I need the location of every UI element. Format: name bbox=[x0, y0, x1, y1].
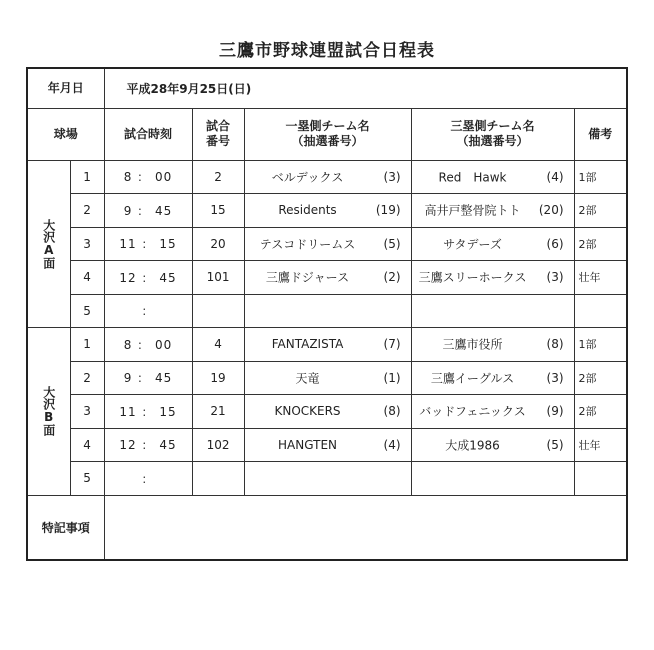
third-base-team-name: 大成1986 bbox=[445, 438, 500, 453]
third-base-header bbox=[411, 108, 574, 160]
schedule-row bbox=[27, 395, 627, 429]
match-time: 12 ： 45 bbox=[104, 261, 192, 295]
remark: 2部 bbox=[574, 395, 627, 429]
match-number: 21 bbox=[192, 395, 244, 429]
remark: 1部 bbox=[574, 328, 627, 362]
court-name-cell bbox=[27, 160, 70, 328]
match-number: 102 bbox=[192, 428, 244, 462]
special-notes-value bbox=[104, 495, 627, 560]
match-number: 101 bbox=[192, 261, 244, 295]
first-base-team-name: ベルデックス bbox=[271, 170, 344, 185]
third-base-team-draw-number: (6) bbox=[546, 236, 564, 251]
third-base-header-line1: 三塁側チーム名 bbox=[450, 119, 535, 133]
court-name: 大沢B面 bbox=[41, 386, 56, 437]
slot-number: 1 bbox=[70, 328, 104, 362]
remark: 2部 bbox=[574, 361, 627, 395]
match-no-header-line2: 番号 bbox=[206, 134, 231, 148]
slot-number: 5 bbox=[70, 294, 104, 328]
third-base-team bbox=[411, 261, 574, 295]
first-base-team-draw-number: (8) bbox=[383, 404, 401, 419]
first-base-team bbox=[244, 294, 411, 328]
remark: 壮年 bbox=[574, 428, 627, 462]
match-number: 19 bbox=[192, 361, 244, 395]
first-base-team-draw-number: (3) bbox=[383, 169, 401, 184]
match-number: 4 bbox=[192, 328, 244, 362]
field-header: 球場 bbox=[27, 108, 104, 160]
first-base-team-draw-number: (5) bbox=[383, 236, 401, 251]
remarks-header: 備考 bbox=[574, 108, 627, 160]
third-base-header-line2: （抽選番号） bbox=[456, 134, 529, 148]
first-base-header bbox=[244, 108, 411, 160]
first-base-team-name: FANTAZISTA bbox=[271, 337, 344, 352]
slot-number: 1 bbox=[70, 160, 104, 194]
third-base-team bbox=[411, 462, 574, 496]
match-time: 11 ： 15 bbox=[104, 227, 192, 261]
match-no-header bbox=[192, 108, 244, 160]
third-base-team bbox=[411, 428, 574, 462]
schedule-table bbox=[26, 67, 628, 561]
third-base-team-draw-number: (9) bbox=[546, 404, 564, 419]
third-base-team bbox=[411, 160, 574, 194]
date-row bbox=[27, 68, 627, 108]
remark: 壮年 bbox=[574, 261, 627, 295]
schedule-row bbox=[27, 294, 627, 328]
page-title: 三鷹市野球連盟試合日程表 bbox=[219, 41, 435, 61]
match-time: 11 ： 15 bbox=[104, 395, 192, 429]
third-base-team-name: サタデーズ bbox=[443, 237, 502, 252]
first-base-header-line2: （抽選番号） bbox=[291, 134, 364, 148]
match-number bbox=[192, 462, 244, 496]
date-label: 年月日 bbox=[27, 68, 104, 108]
schedule-row bbox=[27, 261, 627, 295]
match-time: 9 ： 45 bbox=[104, 361, 192, 395]
slot-number: 2 bbox=[70, 361, 104, 395]
slot-number: 3 bbox=[70, 227, 104, 261]
first-base-team bbox=[244, 227, 411, 261]
first-base-team-draw-number: (7) bbox=[383, 337, 401, 352]
first-base-team-name: テスコドリームス bbox=[259, 237, 356, 252]
date-value: 平成28年9月25日(日) bbox=[104, 68, 627, 108]
first-base-team bbox=[244, 261, 411, 295]
third-base-team-name: 高井戸整骨院トト bbox=[424, 203, 521, 218]
first-base-team-draw-number: (4) bbox=[383, 437, 401, 452]
schedule-row bbox=[27, 428, 627, 462]
schedule-row bbox=[27, 194, 627, 228]
first-base-team bbox=[244, 462, 411, 496]
special-notes-row bbox=[27, 495, 627, 560]
first-base-team-name: 天竜 bbox=[295, 371, 320, 386]
remark: 2部 bbox=[574, 194, 627, 228]
first-base-team-draw-number: (2) bbox=[383, 270, 401, 285]
third-base-team bbox=[411, 328, 574, 362]
match-number: 2 bbox=[192, 160, 244, 194]
court-name: 大沢A面 bbox=[41, 218, 56, 269]
third-base-team-draw-number: (4) bbox=[546, 169, 564, 184]
match-time: 8 ： 00 bbox=[104, 328, 192, 362]
schedule-row bbox=[27, 328, 627, 362]
first-base-header-line1: 一塁側チーム名 bbox=[285, 119, 370, 133]
slot-number: 3 bbox=[70, 395, 104, 429]
third-base-team bbox=[411, 395, 574, 429]
remark bbox=[574, 294, 627, 328]
match-time: 9 ： 45 bbox=[104, 194, 192, 228]
match-time: 8 ： 00 bbox=[104, 160, 192, 194]
schedule-row bbox=[27, 227, 627, 261]
first-base-team-name: 三鷹ドジャース bbox=[265, 270, 350, 285]
third-base-team-name: 三鷹市役所 bbox=[442, 337, 503, 352]
first-base-team-name: HANGTEN bbox=[278, 437, 337, 452]
slot-number: 2 bbox=[70, 194, 104, 228]
slot-number: 5 bbox=[70, 462, 104, 496]
header-row bbox=[27, 108, 627, 160]
match-time: ： bbox=[104, 294, 192, 328]
first-base-team bbox=[244, 395, 411, 429]
match-number: 20 bbox=[192, 227, 244, 261]
third-base-team-draw-number: (5) bbox=[546, 437, 564, 452]
third-base-team-name: バッドフェニックス bbox=[419, 404, 526, 419]
first-base-team-draw-number: (1) bbox=[383, 370, 401, 385]
time-header: 試合時刻 bbox=[104, 108, 192, 160]
third-base-team bbox=[411, 194, 574, 228]
match-time: ： bbox=[104, 462, 192, 496]
match-time: 12 ： 45 bbox=[104, 428, 192, 462]
first-base-team bbox=[244, 361, 411, 395]
first-base-team bbox=[244, 160, 411, 194]
remark: 2部 bbox=[574, 227, 627, 261]
slot-number: 4 bbox=[70, 261, 104, 295]
schedule-row bbox=[27, 361, 627, 395]
first-base-team-name: Residents bbox=[278, 203, 337, 218]
third-base-team-name: 三鷹スリーホークス bbox=[418, 270, 527, 285]
slot-number: 4 bbox=[70, 428, 104, 462]
third-base-team bbox=[411, 227, 574, 261]
first-base-team-draw-number: (19) bbox=[375, 203, 401, 218]
third-base-team-draw-number: (3) bbox=[546, 270, 564, 285]
schedule-row bbox=[27, 160, 627, 194]
third-base-team bbox=[411, 294, 574, 328]
third-base-team-name: 三鷹イーグルス bbox=[430, 371, 515, 386]
match-number: 15 bbox=[192, 194, 244, 228]
first-base-team bbox=[244, 194, 411, 228]
schedule-row bbox=[27, 462, 627, 496]
remark bbox=[574, 462, 627, 496]
third-base-team-draw-number: (3) bbox=[546, 370, 564, 385]
remark: 1部 bbox=[574, 160, 627, 194]
third-base-team-draw-number: (20) bbox=[538, 203, 564, 218]
match-no-header-line1: 試合 bbox=[206, 119, 231, 133]
court-name-cell bbox=[27, 328, 70, 496]
third-base-team-name: Red Hawk bbox=[438, 170, 507, 185]
first-base-team-name: KNOCKERS bbox=[274, 404, 341, 419]
first-base-team bbox=[244, 328, 411, 362]
special-notes-label: 特記事項 bbox=[27, 495, 104, 560]
first-base-team bbox=[244, 428, 411, 462]
third-base-team-draw-number: (8) bbox=[546, 337, 564, 352]
match-number bbox=[192, 294, 244, 328]
third-base-team bbox=[411, 361, 574, 395]
